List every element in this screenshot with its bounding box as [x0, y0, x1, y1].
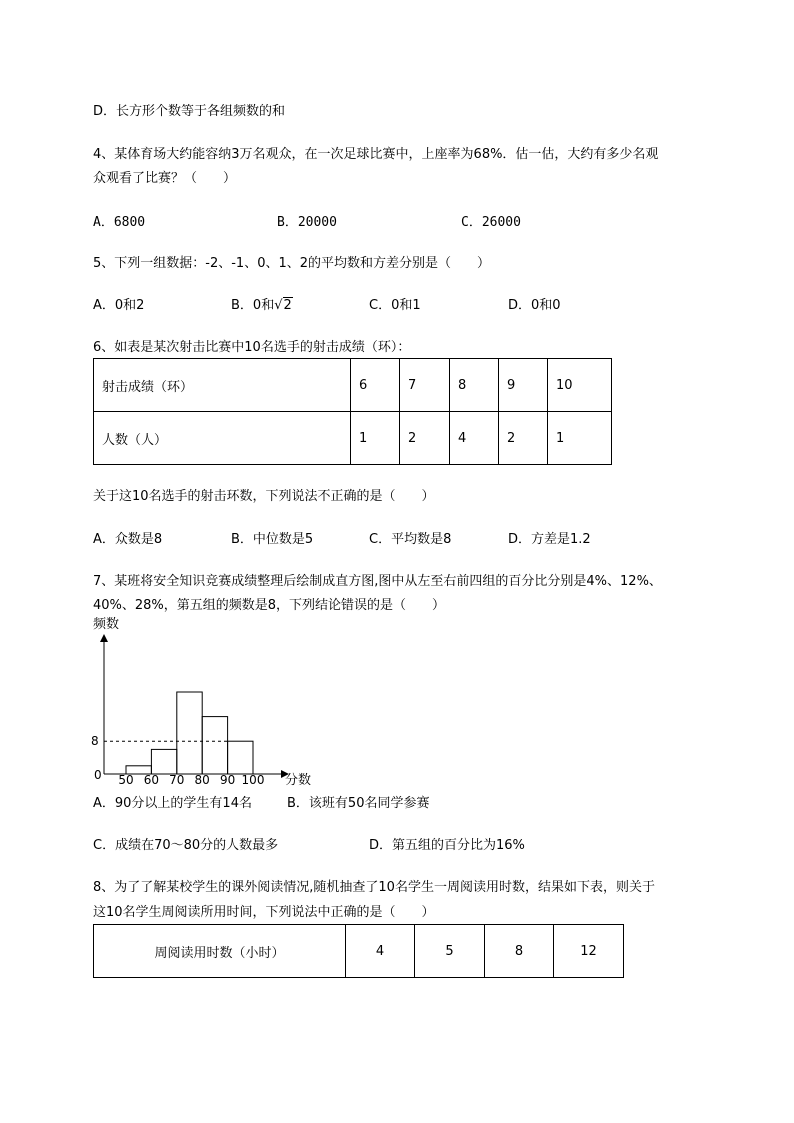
q6-stem: 6、如表是某次射击比赛中10名选手的射击成绩（环）： [93, 340, 411, 355]
q8-table-cell: 12 [554, 925, 624, 978]
q6-question: 关于这10名选手的射击环数，下列说法不正确的是（ ） [93, 489, 435, 504]
x-axis-label: 分数 [285, 773, 312, 788]
histogram-bar [177, 692, 202, 774]
q6-row2-cell: 2 [400, 412, 450, 465]
q6-row1-header: 射击成绩（环） [94, 359, 351, 412]
q5-option-c: C．0和1 [369, 298, 421, 313]
q8-table-row [94, 925, 624, 978]
sqrt-symbol: √2 [274, 298, 292, 313]
x-tick-label: 80 [194, 773, 210, 787]
histogram-bar [202, 717, 227, 774]
q4-stem-line-1: 4、某体育场大约能容纳3万名观众，在一次足球比赛中，上座率为68%．估一估，大约有多少名观 [93, 147, 659, 162]
q6-row1-cell: 8 [450, 359, 499, 412]
q5-option-b-prefix: B．0和 [231, 298, 275, 313]
q6-row2-cell: 1 [548, 412, 612, 465]
q8-table-cell: 4 [346, 925, 415, 978]
q6-score-table [93, 358, 612, 465]
q7-option-d: D．第五组的百分比为16% [369, 838, 525, 853]
y-axis-label: 频数 [93, 617, 120, 632]
q8-table-cell: 5 [415, 925, 485, 978]
q5-option-d: D．0和0 [508, 298, 561, 313]
q5-option-b [231, 294, 293, 313]
q8-table-header: 周阅读用时数（小时） [94, 925, 346, 978]
q6-row2-cell: 1 [351, 412, 400, 465]
q7-option-c: C．成绩在70～80分的人数最多 [93, 838, 279, 853]
q6-table-row-counts [94, 412, 612, 465]
q8-stem-line-1: 8、为了了解某校学生的课外阅读情况,随机抽查了10名学生一周阅读用时数，结果如下表，则关于 [93, 880, 655, 895]
q8-reading-table [93, 924, 624, 978]
q5-option-b-radicand: 2 [283, 298, 292, 313]
q6-option-a: A．众数是8 [93, 532, 163, 547]
q6-row2-cell: 4 [450, 412, 499, 465]
q4-stem-line-2: 众观看了比赛？（ ） [93, 171, 237, 186]
histogram-bar [228, 741, 253, 774]
x-tick-label: 100 [241, 773, 265, 787]
x-tick-label: 70 [169, 773, 185, 787]
q6-table-row-scores [94, 359, 612, 412]
q6-row2-header: 人数（人） [94, 412, 351, 465]
q8-stem-line-2: 这10名学生周阅读所用时间，下列说法中正确的是（ ） [93, 905, 435, 920]
x-tick-label: 60 [143, 773, 160, 787]
q8-table-cell: 8 [485, 925, 554, 978]
q6-option-d: D．方差是1.2 [508, 532, 591, 547]
histogram-chart [80, 608, 340, 790]
y-tick-label: 0 [94, 768, 102, 782]
q6-row1-cell: 10 [548, 359, 612, 412]
y-tick-label: 8 [91, 734, 99, 749]
q3-option-d: D．长方形个数等于各组频数的和 [93, 104, 286, 119]
q7-stem-line-2: 40%、28%，第五组的频数是8，下列结论错误的是（ ） [93, 598, 446, 613]
q7-option-a: A．90分以上的学生有14名 [93, 796, 252, 811]
q6-row1-cell: 6 [351, 359, 400, 412]
q5-stem: 5、下列一组数据：-2、-1、0、1、2的平均数和方差分别是（ ） [93, 256, 491, 271]
q6-row2-cell: 2 [499, 412, 548, 465]
q7-option-b: B．该班有50名同学参赛 [287, 796, 430, 811]
q6-option-b: B．中位数是5 [231, 532, 314, 547]
q6-row1-cell: 9 [499, 359, 548, 412]
q4-option-c: C．26000 [461, 215, 521, 230]
histogram-bar [151, 749, 176, 774]
x-tick-label: 50 [118, 773, 134, 787]
q6-row1-cell: 7 [400, 359, 450, 412]
q4-option-a: A．6800 [93, 215, 146, 230]
x-tick-label: 90 [219, 773, 236, 787]
q4-option-b: B．20000 [277, 215, 337, 230]
q5-option-a: A．0和2 [93, 298, 145, 313]
q6-option-c: C．平均数是8 [369, 532, 452, 547]
q7-stem-line-1: 7、某班将安全知识竞赛成绩整理后绘制成直方图,图中从左至右前四组的百分比分别是4%、12%、 [93, 574, 662, 589]
